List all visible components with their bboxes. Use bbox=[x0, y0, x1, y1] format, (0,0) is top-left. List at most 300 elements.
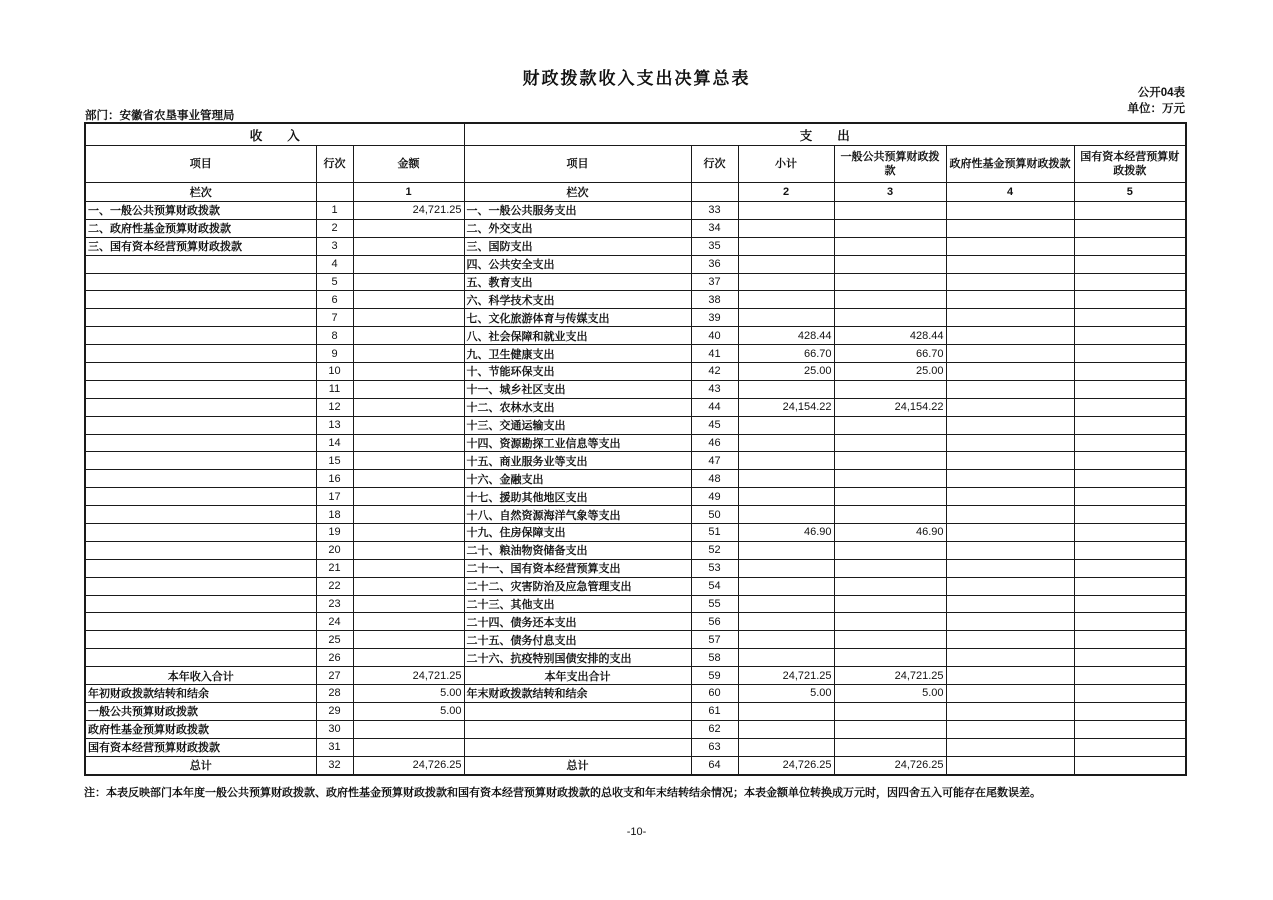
income-row-number: 24 bbox=[316, 613, 353, 631]
income-item-label bbox=[85, 631, 316, 649]
expense-general-budget bbox=[834, 434, 946, 452]
income-item-label bbox=[85, 541, 316, 559]
expense-subtotal bbox=[738, 291, 834, 309]
expense-item-label: 七、文化旅游体育与传媒支出 bbox=[464, 309, 691, 327]
income-row-number: 30 bbox=[316, 720, 353, 738]
table-row bbox=[85, 327, 1186, 345]
expense-subtotal bbox=[738, 649, 834, 667]
expense-general-budget: 24,154.22 bbox=[834, 398, 946, 416]
expense-item-label: 年末财政拨款结转和结余 bbox=[464, 685, 691, 703]
expense-gov-fund bbox=[946, 363, 1074, 381]
expense-item-label: 九、卫生健康支出 bbox=[464, 345, 691, 363]
expense-gov-fund bbox=[946, 631, 1074, 649]
income-item-label bbox=[85, 416, 316, 434]
income-item-label bbox=[85, 291, 316, 309]
expense-row-number: 41 bbox=[691, 345, 738, 363]
expense-state-capital bbox=[1074, 291, 1186, 309]
table-row bbox=[85, 470, 1186, 488]
expense-general-budget: 5.00 bbox=[834, 685, 946, 703]
expense-subtotal bbox=[738, 237, 834, 255]
expense-gov-fund bbox=[946, 595, 1074, 613]
expense-row-number: 61 bbox=[691, 702, 738, 720]
expense-item-label: 二十一、国有资本经营预算支出 bbox=[464, 559, 691, 577]
table-row bbox=[85, 738, 1186, 756]
income-amount bbox=[353, 219, 464, 237]
income-item-label bbox=[85, 524, 316, 542]
income-item-label: 年初财政拨款结转和结余 bbox=[85, 685, 316, 703]
expense-item-label: 十八、自然资源海洋气象等支出 bbox=[464, 506, 691, 524]
table-row bbox=[85, 524, 1186, 542]
expense-gov-fund bbox=[946, 291, 1074, 309]
expense-state-capital bbox=[1074, 416, 1186, 434]
income-item-label: 一般公共预算财政拨款 bbox=[85, 702, 316, 720]
expense-general-budget bbox=[834, 309, 946, 327]
expense-state-capital bbox=[1074, 327, 1186, 345]
expense-subtotal: 24,726.25 bbox=[738, 756, 834, 774]
department-label: 部门：安徽省农垦事业管理局 bbox=[85, 110, 235, 122]
expense-row-number: 57 bbox=[691, 631, 738, 649]
expense-gov-fund bbox=[946, 488, 1074, 506]
income-amount bbox=[353, 524, 464, 542]
expense-row-number: 50 bbox=[691, 506, 738, 524]
expense-subtotal bbox=[738, 506, 834, 524]
expense-item-label: 二十五、债务付息支出 bbox=[464, 631, 691, 649]
table-row bbox=[85, 309, 1186, 327]
table-row bbox=[85, 702, 1186, 720]
expense-general-budget bbox=[834, 219, 946, 237]
expense-item-label: 总计 bbox=[464, 756, 691, 774]
expense-row-number: 36 bbox=[691, 255, 738, 273]
section-header-row bbox=[85, 123, 1186, 146]
expense-item-label: 十、节能环保支出 bbox=[464, 363, 691, 381]
expense-general-budget: 25.00 bbox=[834, 363, 946, 381]
income-amount: 5.00 bbox=[353, 702, 464, 720]
expense-row-number: 46 bbox=[691, 434, 738, 452]
expense-subtotal: 24,154.22 bbox=[738, 398, 834, 416]
expense-row-number: 56 bbox=[691, 613, 738, 631]
expense-row-number: 60 bbox=[691, 685, 738, 703]
expense-state-capital bbox=[1074, 559, 1186, 577]
expense-gov-fund bbox=[946, 559, 1074, 577]
page-title: 财政拨款收入支出决算总表 bbox=[522, 69, 751, 88]
table-row bbox=[85, 577, 1186, 595]
table-row bbox=[85, 667, 1186, 685]
income-row-number: 18 bbox=[316, 506, 353, 524]
income-row-number: 5 bbox=[316, 273, 353, 291]
expense-row-number: 45 bbox=[691, 416, 738, 434]
expense-item-label: 二十二、灾害防治及应急管理支出 bbox=[464, 577, 691, 595]
expense-item-label: 十二、农林水支出 bbox=[464, 398, 691, 416]
expense-subtotal bbox=[738, 595, 834, 613]
expense-general-budget bbox=[834, 291, 946, 309]
colindex-4: 4 bbox=[946, 183, 1074, 202]
expense-item-label: 十七、援助其他地区支出 bbox=[464, 488, 691, 506]
expense-item-label: 四、公共安全支出 bbox=[464, 255, 691, 273]
gov-fund-header: 政府性基金预算财政拨款 bbox=[946, 146, 1074, 183]
income-item-label bbox=[85, 577, 316, 595]
colindex-5: 5 bbox=[1074, 183, 1186, 202]
expense-subtotal bbox=[738, 452, 834, 470]
income-row-number: 12 bbox=[316, 398, 353, 416]
expense-gov-fund bbox=[946, 577, 1074, 595]
table-row bbox=[85, 756, 1186, 774]
expense-subtotal: 24,721.25 bbox=[738, 667, 834, 685]
expense-general-budget bbox=[834, 202, 946, 220]
expense-subtotal bbox=[738, 613, 834, 631]
income-row-number: 11 bbox=[316, 380, 353, 398]
expense-general-budget bbox=[834, 255, 946, 273]
income-row-number: 27 bbox=[316, 667, 353, 685]
income-item-label bbox=[85, 273, 316, 291]
income-item-label: 总计 bbox=[85, 756, 316, 774]
income-amount bbox=[353, 255, 464, 273]
income-amount bbox=[353, 595, 464, 613]
income-amount bbox=[353, 720, 464, 738]
income-row-number: 2 bbox=[316, 219, 353, 237]
income-amount bbox=[353, 398, 464, 416]
footnote: 注：本表反映部门本年度一般公共预算财政拨款、政府性基金预算财政拨款和国有资本经营预算财政拨款的总收支和年末结转结余情况；本表金额单位转换成万元时，因四舍五入可能存在尾数误差。 bbox=[84, 787, 1041, 799]
expense-row-number: 63 bbox=[691, 738, 738, 756]
expense-subtotal bbox=[738, 416, 834, 434]
expense-general-budget: 24,726.25 bbox=[834, 756, 946, 774]
expense-subtotal bbox=[738, 434, 834, 452]
income-amount bbox=[353, 345, 464, 363]
table-row bbox=[85, 649, 1186, 667]
income-item-label bbox=[85, 398, 316, 416]
expense-state-capital bbox=[1074, 309, 1186, 327]
income-row-number: 19 bbox=[316, 524, 353, 542]
expense-subtotal bbox=[738, 720, 834, 738]
expense-gov-fund bbox=[946, 273, 1074, 291]
expense-item-header: 项目 bbox=[464, 146, 691, 183]
expense-general-budget bbox=[834, 702, 946, 720]
income-amount bbox=[353, 309, 464, 327]
income-amount bbox=[353, 470, 464, 488]
income-rowno-header: 行次 bbox=[316, 146, 353, 183]
income-row-number: 25 bbox=[316, 631, 353, 649]
expense-gov-fund bbox=[946, 255, 1074, 273]
expense-row-number: 49 bbox=[691, 488, 738, 506]
expense-item-label bbox=[464, 720, 691, 738]
expense-gov-fund bbox=[946, 380, 1074, 398]
expense-state-capital bbox=[1074, 434, 1186, 452]
expense-subtotal bbox=[738, 273, 834, 291]
expense-state-capital bbox=[1074, 577, 1186, 595]
expense-general-budget bbox=[834, 577, 946, 595]
income-amount bbox=[353, 380, 464, 398]
expense-state-capital bbox=[1074, 202, 1186, 220]
table-row bbox=[85, 452, 1186, 470]
expense-row-number: 53 bbox=[691, 559, 738, 577]
table-row bbox=[85, 291, 1186, 309]
table-row bbox=[85, 345, 1186, 363]
fiscal-appropriation-table bbox=[84, 122, 1187, 776]
expense-state-capital bbox=[1074, 488, 1186, 506]
income-item-label bbox=[85, 559, 316, 577]
empty-cell bbox=[316, 183, 353, 202]
expense-state-capital bbox=[1074, 380, 1186, 398]
income-amount bbox=[353, 452, 464, 470]
income-colindex-label: 栏次 bbox=[85, 183, 316, 202]
expense-general-budget bbox=[834, 595, 946, 613]
table-row bbox=[85, 273, 1186, 291]
expense-subtotal bbox=[738, 631, 834, 649]
expense-general-budget bbox=[834, 488, 946, 506]
expense-subtotal bbox=[738, 702, 834, 720]
income-item-label bbox=[85, 506, 316, 524]
income-row-number: 3 bbox=[316, 237, 353, 255]
expense-row-number: 34 bbox=[691, 219, 738, 237]
expense-item-label: 二十四、债务还本支出 bbox=[464, 613, 691, 631]
expense-subtotal: 66.70 bbox=[738, 345, 834, 363]
income-row-number: 20 bbox=[316, 541, 353, 559]
income-item-label: 国有资本经营预算财政拨款 bbox=[85, 738, 316, 756]
table-row bbox=[85, 720, 1186, 738]
income-item-label bbox=[85, 595, 316, 613]
expense-subtotal bbox=[738, 309, 834, 327]
expense-item-label: 六、科学技术支出 bbox=[464, 291, 691, 309]
expense-row-number: 39 bbox=[691, 309, 738, 327]
expense-item-label: 二十、粮油物资储备支出 bbox=[464, 541, 691, 559]
colindex-3: 3 bbox=[834, 183, 946, 202]
expense-gov-fund bbox=[946, 470, 1074, 488]
expense-gov-fund bbox=[946, 738, 1074, 756]
expense-row-number: 37 bbox=[691, 273, 738, 291]
income-amount bbox=[353, 291, 464, 309]
income-amount-header: 金额 bbox=[353, 146, 464, 183]
expense-gov-fund bbox=[946, 327, 1074, 345]
income-item-header: 项目 bbox=[85, 146, 316, 183]
expense-row-number: 48 bbox=[691, 470, 738, 488]
table-row bbox=[85, 559, 1186, 577]
expense-subtotal bbox=[738, 577, 834, 595]
expense-general-budget bbox=[834, 452, 946, 470]
table-row bbox=[85, 506, 1186, 524]
income-row-number: 6 bbox=[316, 291, 353, 309]
expense-gov-fund bbox=[946, 237, 1074, 255]
column-index-row bbox=[85, 183, 1186, 202]
expense-gov-fund bbox=[946, 756, 1074, 774]
expense-row-number: 44 bbox=[691, 398, 738, 416]
expense-item-label: 十三、交通运输支出 bbox=[464, 416, 691, 434]
income-item-label bbox=[85, 255, 316, 273]
expense-item-label: 三、国防支出 bbox=[464, 237, 691, 255]
expense-state-capital bbox=[1074, 470, 1186, 488]
income-row-number: 21 bbox=[316, 559, 353, 577]
expense-colindex-label: 栏次 bbox=[464, 183, 691, 202]
expense-gov-fund bbox=[946, 434, 1074, 452]
income-item-label: 一、一般公共预算财政拨款 bbox=[85, 202, 316, 220]
income-row-number: 17 bbox=[316, 488, 353, 506]
expense-row-number: 51 bbox=[691, 524, 738, 542]
expense-general-budget bbox=[834, 738, 946, 756]
expense-state-capital bbox=[1074, 255, 1186, 273]
table-row bbox=[85, 488, 1186, 506]
expense-gov-fund bbox=[946, 541, 1074, 559]
expense-subtotal bbox=[738, 255, 834, 273]
income-amount: 24,721.25 bbox=[353, 202, 464, 220]
expense-general-budget: 46.90 bbox=[834, 524, 946, 542]
expense-item-label: 本年支出合计 bbox=[464, 667, 691, 685]
expense-row-number: 59 bbox=[691, 667, 738, 685]
expense-row-number: 54 bbox=[691, 577, 738, 595]
table-row bbox=[85, 363, 1186, 381]
expense-state-capital bbox=[1074, 506, 1186, 524]
income-amount bbox=[353, 237, 464, 255]
expense-subtotal: 428.44 bbox=[738, 327, 834, 345]
expense-state-capital bbox=[1074, 237, 1186, 255]
expense-general-budget: 428.44 bbox=[834, 327, 946, 345]
income-item-label bbox=[85, 363, 316, 381]
expense-item-label: 十六、金融支出 bbox=[464, 470, 691, 488]
expense-gov-fund bbox=[946, 685, 1074, 703]
expense-item-label bbox=[464, 702, 691, 720]
expense-state-capital bbox=[1074, 720, 1186, 738]
income-section-header: 收 入 bbox=[85, 123, 464, 146]
expense-row-number: 33 bbox=[691, 202, 738, 220]
expense-row-number: 35 bbox=[691, 237, 738, 255]
income-item-label bbox=[85, 452, 316, 470]
expense-item-label: 二、外交支出 bbox=[464, 219, 691, 237]
income-row-number: 10 bbox=[316, 363, 353, 381]
expense-subtotal: 46.90 bbox=[738, 524, 834, 542]
income-row-number: 22 bbox=[316, 577, 353, 595]
expense-subtotal bbox=[738, 559, 834, 577]
expense-state-capital bbox=[1074, 738, 1186, 756]
table-row bbox=[85, 219, 1186, 237]
income-item-label bbox=[85, 380, 316, 398]
expense-general-budget: 24,721.25 bbox=[834, 667, 946, 685]
income-row-number: 16 bbox=[316, 470, 353, 488]
table-row bbox=[85, 613, 1186, 631]
expense-item-label: 二十三、其他支出 bbox=[464, 595, 691, 613]
table-row bbox=[85, 237, 1186, 255]
expense-item-label: 二十六、抗疫特别国债安排的支出 bbox=[464, 649, 691, 667]
expense-gov-fund bbox=[946, 720, 1074, 738]
income-amount: 24,726.25 bbox=[353, 756, 464, 774]
expense-state-capital bbox=[1074, 685, 1186, 703]
expense-section-header: 支 出 bbox=[464, 123, 1186, 146]
income-item-label bbox=[85, 613, 316, 631]
expense-item-label: 十五、商业服务业等支出 bbox=[464, 452, 691, 470]
expense-state-capital bbox=[1074, 398, 1186, 416]
colindex-2: 2 bbox=[738, 183, 834, 202]
page-number: -10- bbox=[626, 826, 647, 838]
expense-gov-fund bbox=[946, 309, 1074, 327]
expense-state-capital bbox=[1074, 541, 1186, 559]
expense-general-budget bbox=[834, 506, 946, 524]
income-row-number: 1 bbox=[316, 202, 353, 220]
expense-gov-fund bbox=[946, 613, 1074, 631]
expense-gov-fund bbox=[946, 702, 1074, 720]
expense-general-budget bbox=[834, 631, 946, 649]
income-row-number: 9 bbox=[316, 345, 353, 363]
expense-gov-fund bbox=[946, 452, 1074, 470]
expense-gov-fund bbox=[946, 506, 1074, 524]
income-row-number: 4 bbox=[316, 255, 353, 273]
income-amount bbox=[353, 631, 464, 649]
table-row bbox=[85, 631, 1186, 649]
income-row-number: 8 bbox=[316, 327, 353, 345]
expense-subtotal bbox=[738, 470, 834, 488]
unit-label: 单位：万元 bbox=[1127, 103, 1185, 115]
expense-row-number: 62 bbox=[691, 720, 738, 738]
expense-item-label: 十一、城乡社区支出 bbox=[464, 380, 691, 398]
expense-state-capital bbox=[1074, 631, 1186, 649]
expense-state-capital bbox=[1074, 345, 1186, 363]
table-row bbox=[85, 541, 1186, 559]
expense-state-capital bbox=[1074, 702, 1186, 720]
expense-general-budget bbox=[834, 273, 946, 291]
income-item-label: 本年收入合计 bbox=[85, 667, 316, 685]
expense-general-budget bbox=[834, 416, 946, 434]
table-row bbox=[85, 685, 1186, 703]
expense-row-number: 58 bbox=[691, 649, 738, 667]
income-amount: 5.00 bbox=[353, 685, 464, 703]
expense-gov-fund bbox=[946, 219, 1074, 237]
colindex-1: 1 bbox=[353, 183, 464, 202]
expense-item-label: 八、社会保障和就业支出 bbox=[464, 327, 691, 345]
income-row-number: 7 bbox=[316, 309, 353, 327]
income-amount bbox=[353, 613, 464, 631]
expense-row-number: 64 bbox=[691, 756, 738, 774]
empty-cell bbox=[691, 183, 738, 202]
income-row-number: 23 bbox=[316, 595, 353, 613]
expense-state-capital bbox=[1074, 219, 1186, 237]
income-amount bbox=[353, 577, 464, 595]
expense-row-number: 42 bbox=[691, 363, 738, 381]
expense-state-capital bbox=[1074, 649, 1186, 667]
income-row-number: 31 bbox=[316, 738, 353, 756]
expense-general-budget bbox=[834, 380, 946, 398]
income-item-label: 政府性基金预算财政拨款 bbox=[85, 720, 316, 738]
expense-gov-fund bbox=[946, 345, 1074, 363]
expense-subtotal: 5.00 bbox=[738, 685, 834, 703]
expense-subtotal bbox=[738, 738, 834, 756]
expense-gov-fund bbox=[946, 416, 1074, 434]
income-item-label bbox=[85, 309, 316, 327]
income-row-number: 13 bbox=[316, 416, 353, 434]
expense-state-capital bbox=[1074, 595, 1186, 613]
general-budget-header: 一般公共预算财政拨款 bbox=[834, 146, 946, 183]
expense-state-capital bbox=[1074, 363, 1186, 381]
expense-gov-fund bbox=[946, 667, 1074, 685]
income-item-label bbox=[85, 327, 316, 345]
expense-general-budget bbox=[834, 649, 946, 667]
income-item-label bbox=[85, 345, 316, 363]
expense-item-label: 一、一般公共服务支出 bbox=[464, 202, 691, 220]
income-item-label bbox=[85, 470, 316, 488]
expense-subtotal bbox=[738, 202, 834, 220]
table-row bbox=[85, 595, 1186, 613]
expense-item-label bbox=[464, 738, 691, 756]
income-amount bbox=[353, 327, 464, 345]
table-row bbox=[85, 255, 1186, 273]
expense-subtotal bbox=[738, 488, 834, 506]
income-row-number: 14 bbox=[316, 434, 353, 452]
table-row bbox=[85, 416, 1186, 434]
expense-gov-fund bbox=[946, 202, 1074, 220]
income-amount bbox=[353, 273, 464, 291]
expense-state-capital bbox=[1074, 756, 1186, 774]
table-row bbox=[85, 434, 1186, 452]
expense-general-budget bbox=[834, 541, 946, 559]
expense-gov-fund bbox=[946, 524, 1074, 542]
income-item-label bbox=[85, 649, 316, 667]
income-row-number: 28 bbox=[316, 685, 353, 703]
income-item-label bbox=[85, 434, 316, 452]
table-code-label: 公开04表 bbox=[1137, 87, 1185, 99]
